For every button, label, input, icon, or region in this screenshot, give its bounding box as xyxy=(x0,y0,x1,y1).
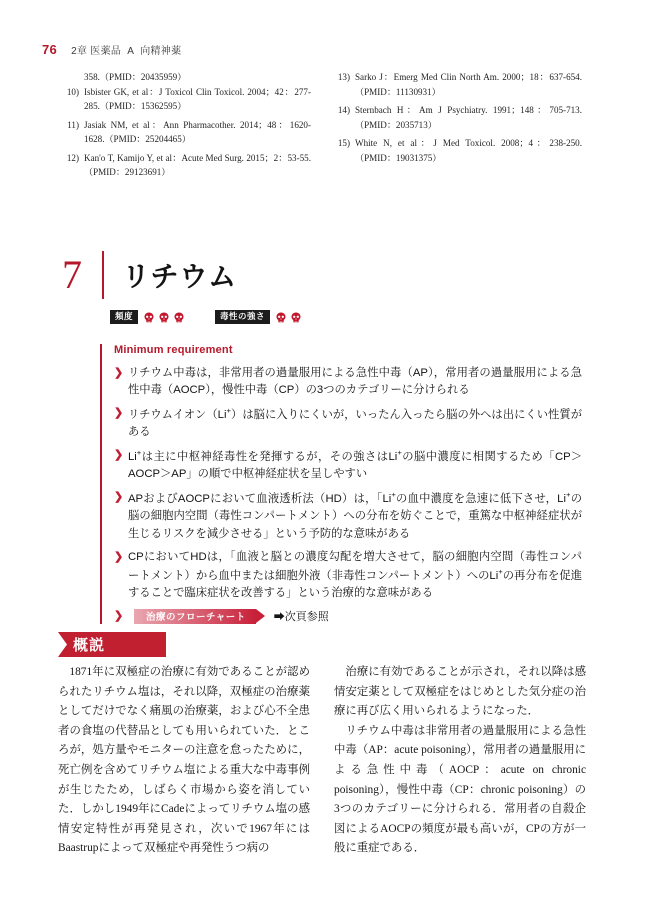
reference-text: Jasiak NM, et al：Ann Pharmacother. 2014；48：1620-1628.（PMID：25204465） xyxy=(84,119,311,145)
reference-text: Sternbach H：Am J Psychiatry. 1991；148：705-713.（PMID：2035713） xyxy=(355,104,582,130)
reference-number: 14) xyxy=(337,104,350,115)
bullet-arrow-icon: ❯ xyxy=(114,491,124,504)
severity-badge-group xyxy=(110,310,185,324)
reference-item xyxy=(333,136,582,165)
banner-notch-icon xyxy=(58,632,67,657)
minimum-requirement-text: CPにおいてHDは，「血液と脳との濃度勾配を増大させて，脳の細胞内空間（毒性コンパートメント）から血中または細胞外液（非毒性コンパートメント）へのLi+の再分布を促進することで臨床症状を改善する」という治療的な意味がある xyxy=(128,550,582,599)
reference-text: Isbister GK, et al：J Toxicol Clin Toxicol. 2004；42：277-285.（PMID：15362595） xyxy=(84,86,311,112)
chapter-number: 7 xyxy=(62,252,82,297)
skull-icon xyxy=(158,311,170,323)
chapter-divider xyxy=(102,251,104,299)
body-paragraph: 治療に有効であることが示され，それ以降は感情安定薬として双極症をはじめとした気分症の治療に再び広く用いられるようになった． xyxy=(334,666,586,718)
flowchart-banner[interactable]: 治療のフローチャート xyxy=(134,609,256,624)
page-number: 76 xyxy=(42,42,58,57)
bullet-arrow-icon: ❯ xyxy=(114,550,124,563)
skull-icon xyxy=(143,311,155,323)
body-paragraph: 1871年に双極症の治療に有効であることが認められたリチウム塩は，それ以降，双極症の治療薬としてだけでなく痛風の治療薬，および心不全患者の食塩の代替品としても用いられていた．ところが，処方量やモニターの注意を怠ったために，死亡例を含めてリチウム塩による重大な中毒事例が生じたため，しばらく市場から姿を消していた．しかし1949年にCadeによってリチウム塩の感情安定特性が再発見され，次いで1967年にはBaastrupによって双極症や再発性うつ病の xyxy=(58,666,310,855)
chapter-title: リチウム xyxy=(122,261,238,292)
reference-number: 10) xyxy=(66,86,79,97)
skull-rating xyxy=(143,311,185,323)
running-head xyxy=(42,42,181,57)
reference-continuation: 358.（PMID：20435959） xyxy=(84,72,187,82)
bullet-arrow-icon: ❯ xyxy=(114,407,124,420)
minimum-requirement-text: リチウムイオン（Li+）は脳に入りにくいが，いったん入ったら脳の外へは出にくい性質がある xyxy=(128,406,582,439)
overview-heading: 概説 xyxy=(73,637,106,654)
skull-icon xyxy=(173,311,185,323)
reference-text: Kan'o T, Kamijo Y, et al：Acute Med Surg. 2015；2：53-55.（PMID：29123691） xyxy=(84,152,311,178)
reference-number: 12) xyxy=(66,152,79,163)
minimum-requirement-items xyxy=(114,365,582,602)
reference-item xyxy=(62,85,311,114)
minimum-requirement-title: Minimum requirement xyxy=(114,344,233,356)
minimum-requirement-text: Li+は主に中枢神経毒性を発揮するが，その強さはLi+の脳中濃度に相関するため「CP＞AOCP＞AP」の順で中枢神経症状を呈しやすい xyxy=(128,448,583,481)
overview-body xyxy=(58,663,586,859)
minimum-requirement-item xyxy=(114,489,582,542)
severity-badges xyxy=(110,310,302,324)
severity-badge-group xyxy=(215,310,302,324)
body-paragraph: リチウム中毒は非常用者の過量服用による急性中毒（AP：acute poisoning），常用者の過量服用による急性中毒（AOCP：acute on chronic poisoning），慢性中毒（CP：chronic poisoning）の3つのカテゴリーに分けられる．常用者の自殺企図によるAOCPの頻度が最も高いが，CPの方が一般に重症である． xyxy=(334,724,586,855)
reference-number: 13) xyxy=(337,72,350,82)
severity-badge-label: 頻度 xyxy=(110,310,138,324)
reference-text: Sarko J：Emerg Med Clin North Am. 2000；18：637-654.（PMID：11130931） xyxy=(355,72,582,97)
skull-rating xyxy=(275,311,302,323)
body-column-left xyxy=(58,663,310,859)
minimum-requirement-item xyxy=(114,549,582,602)
reference-item xyxy=(62,118,311,147)
skull-icon xyxy=(290,311,302,323)
flowchart-row xyxy=(114,608,582,625)
reference-column-left xyxy=(62,70,311,184)
minimum-requirement-box xyxy=(100,344,582,624)
body-column-right xyxy=(334,663,586,859)
reference-item xyxy=(62,151,311,180)
reference-text: White N, et al：J Med Toxicol. 2008；4：238-250.（PMID：19031375） xyxy=(355,137,582,163)
running-head-text xyxy=(71,42,181,57)
minimum-requirement-text: APおよびAOCPにおいて血液透析法（HD）は，「Li+の血中濃度を急速に低下させ，Li+の脳の細胞内空間（毒性コンパートメント）への分布を妨ぐことで，重篤な中枢神経症状が生じるリスクを減少させる」という予防的な意味がある xyxy=(128,490,582,540)
reference-item xyxy=(333,103,582,132)
reference-number: 11) xyxy=(67,119,79,130)
running-head-section: 向精神薬 xyxy=(140,46,182,57)
minimum-requirement-item xyxy=(114,447,582,483)
skull-icon xyxy=(275,311,287,323)
overview-section-banner xyxy=(58,632,166,657)
minimum-requirement-item xyxy=(114,405,582,441)
running-head-section-letter: A xyxy=(127,46,135,57)
bullet-arrow-icon: ❯ xyxy=(114,449,124,462)
severity-badge-label: 毒性の強さ xyxy=(215,310,270,324)
minimum-requirement-text: リチウム中毒は，非常用者の過量服用による急性中毒（AP），常用者の過量服用による急性中毒（AOCP），慢性中毒（CP）の3つのカテゴリーに分けられる xyxy=(128,367,582,397)
bullet-arrow-icon: ❯ xyxy=(114,609,124,622)
reference-list xyxy=(62,70,582,184)
reference-number: 15) xyxy=(337,137,350,148)
chapter-heading xyxy=(62,248,237,302)
bullet-arrow-icon: ❯ xyxy=(114,367,124,379)
reference-item xyxy=(333,70,582,99)
reference-column-right xyxy=(333,70,582,184)
minimum-requirement-item xyxy=(114,365,582,399)
running-head-chapter: 2章 医薬品 xyxy=(71,46,122,57)
flowchart-reference: ➡次頁参照 xyxy=(273,611,329,624)
